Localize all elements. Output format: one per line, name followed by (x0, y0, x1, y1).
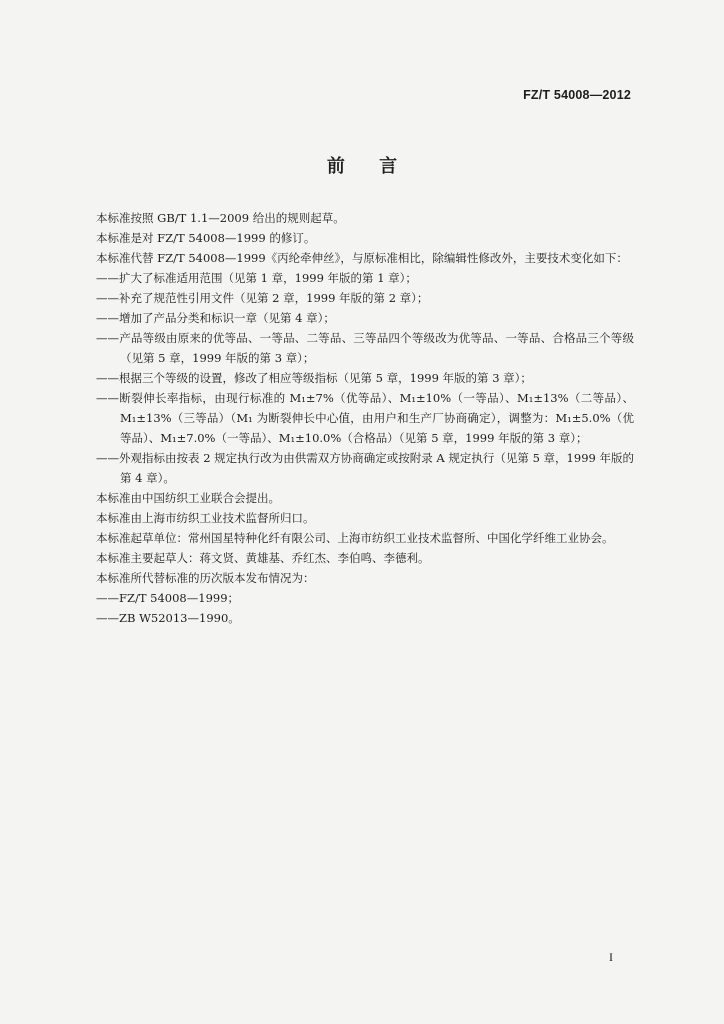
change-item: ——外观指标由按表 2 规定执行改为由供需双方协商确定或按附录 A 规定执行（见第 5 章，1999 年版的第 4 章）。 (96, 451, 634, 485)
change-item: ——扩大了标准适用范围（见第 1 章，1999 年版的第 1 章）； (96, 271, 417, 285)
standard-code: FZ/T 54008—2012 (523, 88, 631, 102)
history-item: ——FZ/T 54008—1999； (96, 591, 240, 605)
paragraph-administrator: 本标准由上海市纺织工业技术监督所归口。 (96, 511, 315, 525)
change-item: ——根据三个等级的设置，修改了相应等级指标（见第 5 章，1999 年版的第 3 章）； (96, 371, 532, 385)
paragraph-drafting-rule: 本标准按照 GB/T 1.1—2009 给出的规则起草。 (96, 211, 345, 225)
paragraph-drafting-units: 本标准起草单位：常州国星特种化纤有限公司、上海市纺织工业技术监督所、中国化学纤维工业协会。 (96, 531, 614, 545)
change-item: ——补充了规范性引用文件（见第 2 章，1999 年版的第 2 章）； (96, 291, 429, 305)
foreword-body (72, 208, 634, 628)
paragraph-proposer: 本标准由中国纺织工业联合会提出。 (96, 491, 280, 505)
paragraph-revision: 本标准是对 FZ/T 54008—1999 的修订。 (96, 231, 316, 245)
change-item: ——断裂伸长率指标，由现行标准的 M₁±7%（优等品）、M₁±10%（一等品）、M₁±13%（二等品）、M₁±13%（三等品）（M₁ 为断裂伸长中心值，由用户和生产厂协商确定），调整为：M₁±5.0%（优等品）、M₁±7.0%（一等品）、M₁±10.0%（合格品）（见第 5 章，1999 年版的第 3 章）； (96, 391, 634, 445)
history-item: ——ZB W52013—1990。 (96, 611, 240, 625)
paragraph-drafters: 本标准主要起草人：蒋文贤、黄雄基、乔红杰、李伯鸣、李德利。 (96, 551, 430, 565)
paragraph-replacement: 本标准代替 FZ/T 54008—1999《丙纶牵伸丝》，与原标准相比，除编辑性修改外，主要技术变化如下： (96, 251, 628, 265)
page-number: I (609, 950, 613, 964)
paragraph-history: 本标准所代替标准的历次版本发布情况为： (96, 571, 315, 585)
change-item: ——增加了产品分类和标识一章（见第 4 章）； (96, 311, 335, 325)
page-title: 前 言 (326, 156, 412, 177)
change-item: ——产品等级由原来的优等品、一等品、二等品、三等品四个等级改为优等品、一等品、合格品三个等级（见第 5 章，1999 年版的第 3 章）； (96, 331, 634, 365)
